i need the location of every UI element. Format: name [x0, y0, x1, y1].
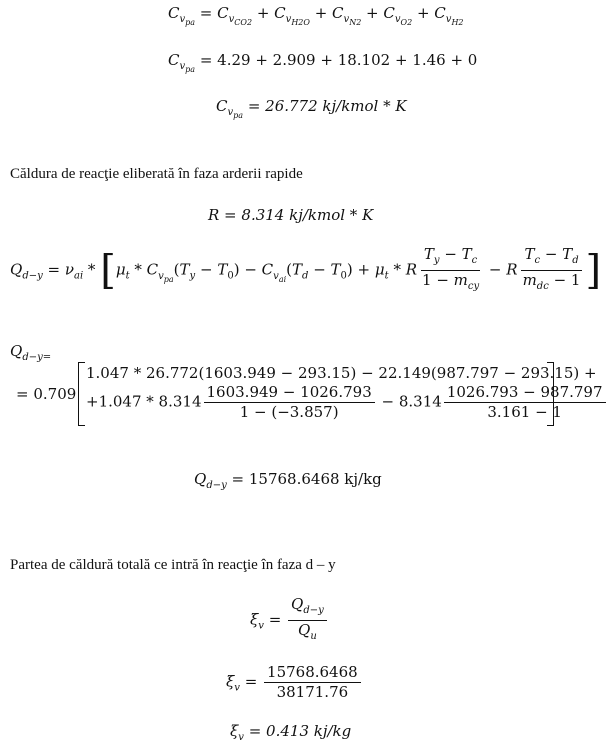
cvpa-definition-equation: $C_{v_{pa}} = C_{v_{CO2}} + C_{v_{H2O}} + C_{v_{N2}} + C_{v_{O2}} + C_{v_{H2}}$ [168, 4, 464, 27]
r-constant-equation: R = 8.314 kj/kmol * K [208, 206, 374, 224]
qdy-numeric-line1: 1.047 * 26.772(1603.949 − 293.15) − 22.149(987.797 − 293.15) + [86, 364, 597, 382]
cvpa-result-value: = 26.772 kj/kmol * K [247, 97, 407, 115]
qdy-numeric-lhs: $Q_{d-y=}$ [10, 342, 52, 363]
qdy-numeric-bracket-block [78, 362, 603, 426]
qdy-numeric-line2: +1.047 * 8.314 $\frac{1603.949 - 1026.793}{1 - (-3.857)}$ − 8.314 $\frac{1026.793 - 987.797}{3.161 - 1}$ [86, 384, 608, 421]
qdy-numeric-coef: = 0.709 [16, 385, 77, 403]
cvpa-sum-values: = 4.29 + 2.909 + 18.102 + 1.46 + 0 [199, 51, 478, 69]
xi-definition-equation: $\xi_v$ = $\frac{Q_{d-y}}{Q_u}$ [250, 596, 329, 645]
qdy-result-equation: $Q_{d-y} = 15768.6468$ kj/kg [194, 470, 382, 491]
xi-numeric-equation: $\xi_v$ = $\frac{15768.6468}{38171.76}$ [226, 664, 363, 701]
cvpa-result-equation: $C_{v_{pa}} = 26.772$ kj/kmol * K [216, 97, 407, 120]
xi-result-equation: $\xi_v = 0.413$ kj/kg [230, 722, 352, 743]
left-bracket [78, 362, 85, 426]
cvpa-sum-equation: $C_{v_{pa}} = 4.29 + 2.909 + 18.102 + 1.46 + 0$ [168, 51, 478, 74]
qdy-symbolic-equation: $Q_{d-y} = \nu_{ai} * [\mu_t * C_{v_{pa}}(T_y - T_0) - C_{v_{ai}}(T_d - T_0) + \mu_t * R$ $\frac{T_y - T_c}{1 - m_{cy}}$ − R $\frac{T_c - T_d}{m_{dc} - 1}$ ] [10, 245, 602, 294]
xi-result-value: = 0.413 kj/kg [248, 722, 352, 740]
heat-released-paragraph: Căldura de reacţie eliberată în faza arderii rapide [10, 166, 303, 182]
qdy-result-value: = 15768.6468 kj/kg [231, 470, 382, 488]
heat-fraction-paragraph: Partea de căldură totală ce intră în reacţie în faza d – y [10, 557, 336, 573]
